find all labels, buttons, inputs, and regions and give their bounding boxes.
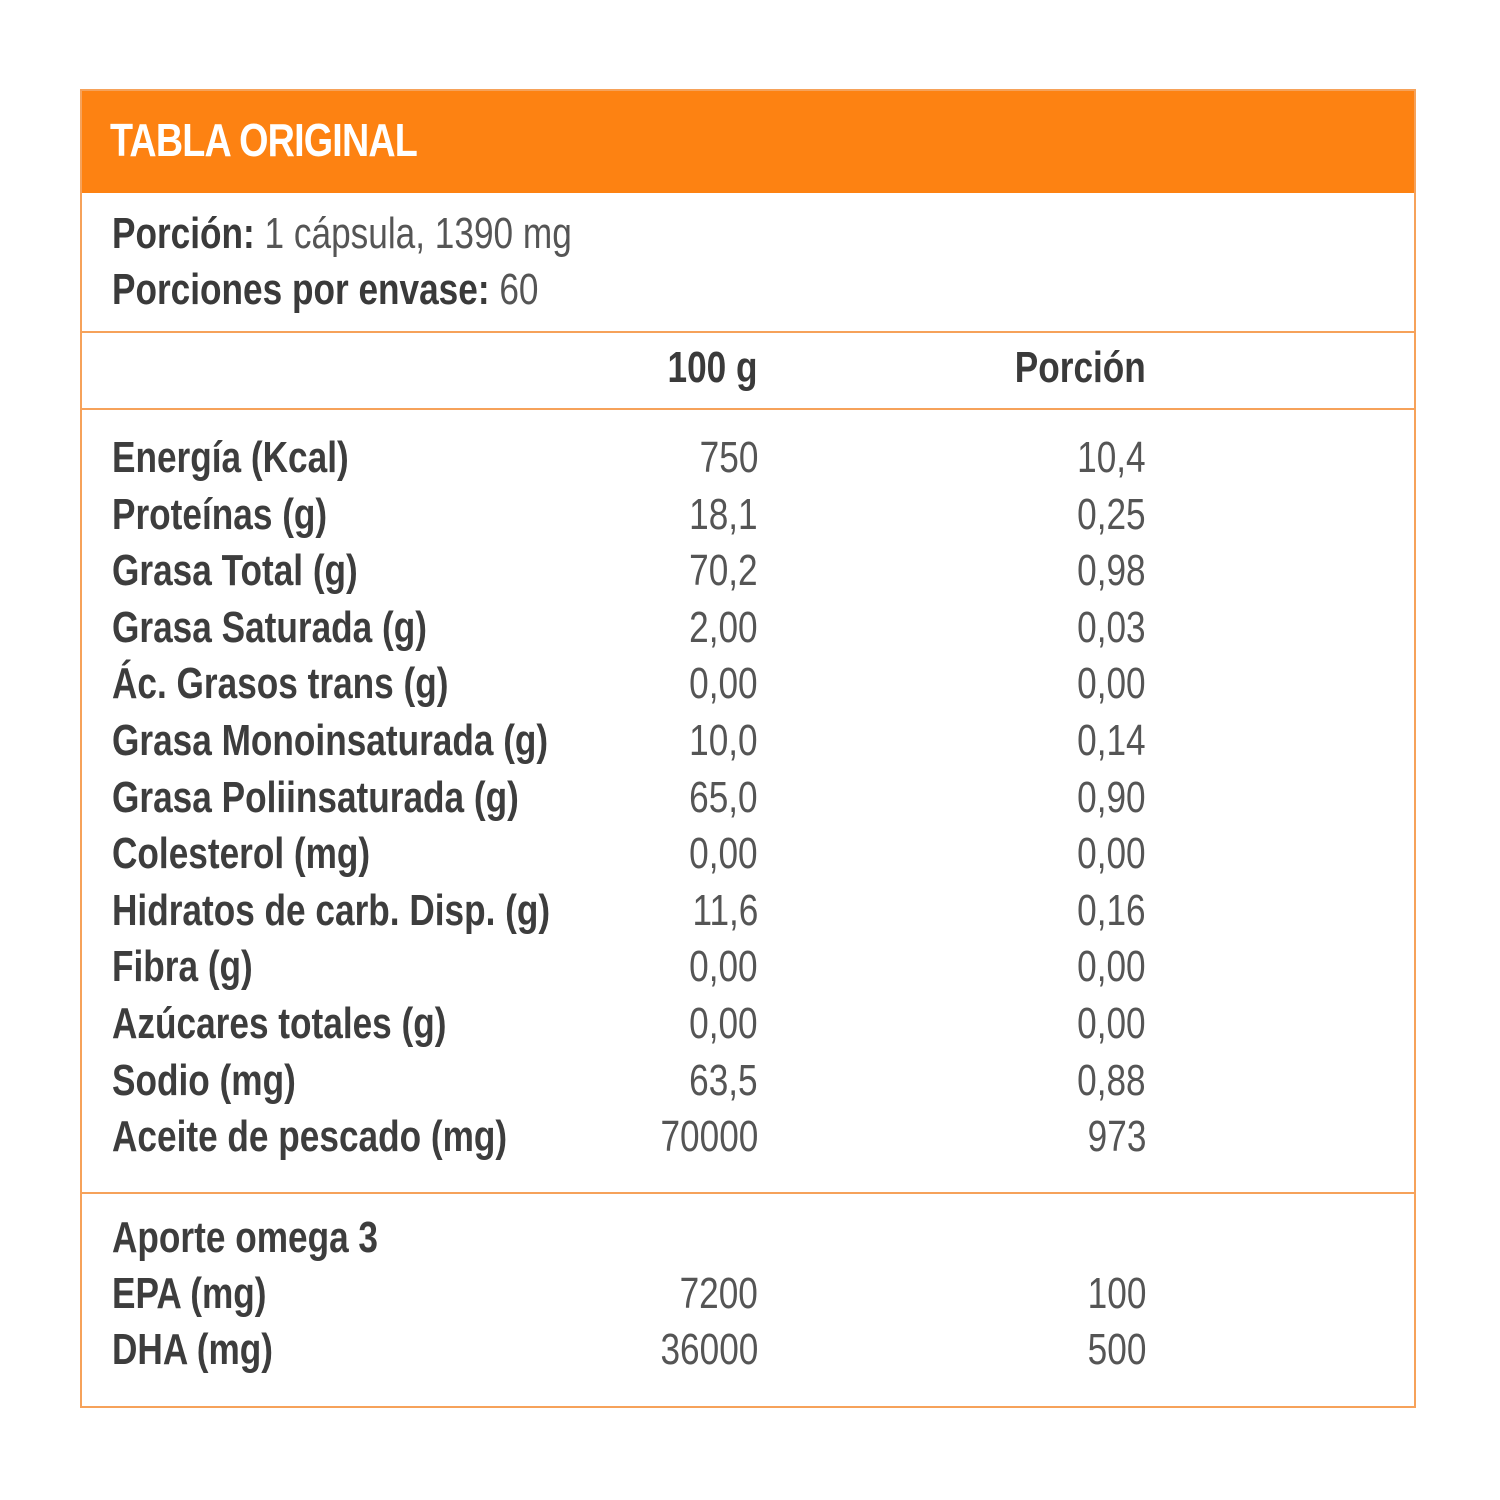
servings-line (112, 265, 539, 315)
column-header-100g: 100 g (667, 343, 758, 392)
column-header-portion: Porción (1014, 343, 1146, 392)
omega3-section (82, 1194, 1414, 1406)
nutrient-label: Aceite de pescado (mg) (112, 1112, 508, 1162)
table-row (82, 656, 1414, 712)
table-row (82, 826, 1414, 882)
table-row (82, 543, 1414, 599)
nutrient-label: Grasa Monoinsaturada (g) (112, 716, 549, 765)
table-row (82, 713, 1414, 769)
value-portion: 0,88 (1077, 1055, 1146, 1105)
value-portion: 0,00 (1077, 829, 1146, 879)
value-portion: 0,90 (1077, 772, 1146, 822)
nutrient-label: DHA (mg) (112, 1325, 273, 1374)
value-portion: 0,00 (1077, 999, 1146, 1048)
portion-line (112, 209, 572, 259)
table-row (82, 770, 1414, 826)
value-portion: 500 (1087, 1325, 1146, 1374)
value-100g: 2,00 (689, 602, 758, 652)
nutrient-label: Colesterol (mg) (112, 829, 371, 879)
column-headers (82, 333, 1414, 410)
nutrient-label: Hidratos de carb. Disp. (g) (112, 885, 551, 935)
table-row (82, 1266, 1414, 1322)
value-portion: 0,00 (1077, 942, 1146, 992)
servings-value: 60 (489, 265, 539, 314)
nutrient-label: Sodio (mg) (112, 1055, 296, 1105)
nutrient-label: Grasa Total (g) (112, 546, 358, 596)
value-portion: 0,25 (1077, 489, 1146, 539)
value-portion: 0,16 (1077, 885, 1146, 935)
nutrient-label: Grasa Saturada (g) (112, 602, 427, 652)
table-row (82, 939, 1414, 995)
nutrient-label: EPA (mg) (112, 1269, 267, 1318)
table-row (82, 1109, 1414, 1165)
serving-info (82, 193, 1414, 333)
nutrient-label: Proteínas (g) (112, 489, 328, 539)
value-portion: 0,00 (1077, 659, 1146, 709)
value-100g: 7200 (679, 1269, 758, 1318)
value-portion: 0,14 (1077, 716, 1146, 765)
value-100g: 65,0 (689, 772, 758, 822)
nutrients-list (82, 410, 1414, 1194)
value-100g: 0,00 (689, 999, 758, 1048)
value-portion: 973 (1087, 1112, 1146, 1162)
nutrient-label: Fibra (g) (112, 942, 253, 992)
table-row (82, 883, 1414, 939)
omega3-title: Aporte omega 3 (112, 1213, 379, 1262)
nutrient-label: Grasa Poliinsaturada (g) (112, 772, 519, 822)
value-100g: 0,00 (689, 942, 758, 992)
value-100g: 70000 (660, 1112, 758, 1162)
portion-label: Porción: (112, 209, 255, 258)
nutrient-label: Energía (Kcal) (112, 433, 349, 482)
value-100g: 10,0 (689, 716, 758, 765)
value-100g: 0,00 (689, 659, 758, 709)
table-row (82, 996, 1414, 1052)
table-row (82, 1053, 1414, 1109)
value-100g: 36000 (660, 1325, 758, 1374)
nutrition-table (80, 89, 1416, 1408)
value-portion: 0,98 (1077, 546, 1146, 596)
value-100g: 0,00 (689, 829, 758, 879)
value-100g: 18,1 (689, 489, 758, 539)
table-title: TABLA ORIGINAL (110, 114, 418, 166)
value-portion: 100 (1087, 1269, 1146, 1318)
table-row (82, 430, 1414, 486)
table-row (82, 1322, 1414, 1378)
table-row (82, 487, 1414, 543)
servings-label: Porciones por envase: (112, 265, 490, 314)
portion-value: 1 cápsula, 1390 mg (254, 209, 572, 258)
table-row (82, 600, 1414, 656)
value-100g: 63,5 (689, 1055, 758, 1105)
nutrient-label: Ác. Grasos trans (g) (112, 659, 449, 709)
value-100g: 11,6 (692, 885, 758, 935)
value-100g: 750 (699, 433, 758, 482)
table-header (82, 91, 1414, 193)
value-portion: 0,03 (1077, 602, 1146, 652)
nutrient-label: Azúcares totales (g) (112, 999, 447, 1048)
value-portion: 10,4 (1077, 433, 1146, 482)
value-100g: 70,2 (689, 546, 758, 596)
